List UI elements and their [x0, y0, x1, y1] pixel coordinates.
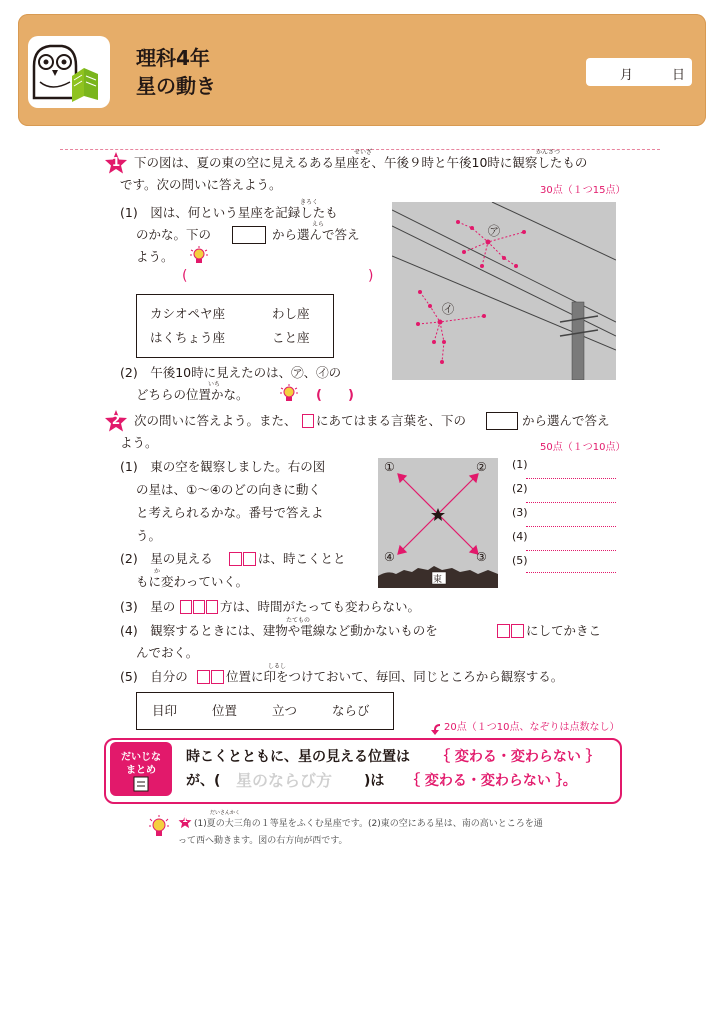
word-tatsu: 立つ: [272, 703, 298, 718]
choice-koto: こと座: [272, 330, 310, 345]
q2-sub1-line3: と考えられるかな。番号で答えよ: [136, 505, 324, 520]
q2-sub1-line1: (1) 東の空を観察しました。右の図: [120, 459, 326, 474]
answer-label-4: (4): [512, 530, 528, 543]
owl-reading-book-icon: [28, 36, 110, 108]
answer-line-4[interactable]: [526, 550, 616, 551]
subject-title: 理科4年: [136, 46, 210, 70]
answer-label-2: (2): [512, 482, 528, 495]
q2-sub2-line1b: は、時こくとと: [258, 551, 346, 566]
q1-sub1-line3: よう。: [136, 249, 174, 264]
q2-sub4-line2: んでおく。: [136, 645, 199, 660]
answer-label-5: (5): [512, 554, 528, 567]
blank-square: [180, 600, 192, 614]
q1-text-line2: です。次の問いに答えよう。: [120, 177, 282, 192]
word-narabi: ならび: [332, 703, 370, 718]
q2-sub5-a: (5) 自分の: [120, 669, 188, 684]
q2-text-line1a: 次の問いに答えよう。また、: [134, 413, 297, 428]
summary-line1a: 時こくとともに、星の見える位置は: [186, 749, 410, 765]
choice-hakucho: はくちょう座: [150, 330, 226, 345]
word-ichi: 位置: [212, 703, 238, 718]
fig-num-1: ①: [384, 460, 395, 474]
q2-sub4-line1b: にしてかきこ: [526, 623, 602, 638]
hint-bulb-icon: [148, 814, 170, 840]
hint-bulb-icon: [190, 246, 208, 266]
summary-badge: [110, 742, 172, 796]
fig-num-4: ④: [384, 550, 395, 564]
q1-1-paren-open: (: [182, 268, 188, 284]
question-2-badge: [104, 409, 128, 433]
blank-square: [193, 600, 205, 614]
hint-line1: (1)夏の大三角の１等星をふくむ星座です。(2)東の空にある星は、南の高いところを通: [194, 819, 543, 829]
q1-sub1-line1: (1) 図は、何という星座を記録したも: [120, 205, 338, 220]
direction-diagram: [378, 458, 498, 588]
q1-sub2-line2: どちらの位置かな。: [136, 387, 249, 402]
hint-bulb-icon: [280, 384, 298, 404]
summary-trace-text[interactable]: 星のならび方: [236, 771, 333, 790]
blank-square: [211, 670, 224, 684]
fig-east-label: 東: [433, 575, 443, 585]
summary-line2b: )は: [364, 773, 385, 789]
question-2-number: 2: [111, 413, 121, 427]
hint-badge: [178, 814, 192, 828]
fig-num-3: ③: [476, 550, 487, 564]
q2-sub1-line4: う。: [136, 528, 162, 543]
question-1-badge: [104, 151, 128, 175]
hint-number: 1: [182, 815, 188, 824]
blank-square: [243, 552, 256, 566]
q1-1-answer-field[interactable]: [200, 272, 360, 288]
word-mejirushi: 目印: [152, 703, 178, 718]
q2-text-line1c: から選んで答え: [522, 413, 610, 428]
badge-line2: まとめ: [126, 765, 156, 776]
q2-sub2-line2: もに変わっていく。: [136, 574, 249, 589]
choice-box-marker: [232, 226, 266, 244]
q1-1-paren-close: ): [368, 268, 374, 284]
notebook-icon: [132, 775, 150, 793]
answer-line-5[interactable]: [526, 572, 616, 573]
fig-num-2: ②: [476, 460, 487, 474]
ruby-ichi: いち: [208, 381, 221, 388]
answer-line-2[interactable]: [526, 502, 616, 503]
label-a: ㋐: [488, 224, 501, 238]
ruby-daisankaku: だいさんかく: [210, 810, 241, 816]
answer-label-1: (1): [512, 458, 528, 471]
q2-text-line2: よう。: [120, 435, 158, 450]
date-day-label: 日: [672, 68, 686, 83]
answer-line-1[interactable]: [526, 478, 616, 479]
date-month-label: 月: [620, 68, 634, 83]
blank-square: [229, 552, 242, 566]
summary-choice-1[interactable]: ｛ 変わる・変わらない ｝: [436, 749, 600, 765]
arrow-down-icon: [430, 722, 442, 736]
q1-points: 30点（１つ15点）: [540, 185, 626, 196]
choice-cassiopeia: カシオペヤ座: [150, 306, 226, 321]
answer-label-3: (3): [512, 506, 528, 519]
badge-line1: だいじな: [121, 752, 161, 763]
q1-sub1-line2b: から選んで答え: [272, 227, 360, 242]
logo-box: [28, 36, 110, 108]
ruby-seiza: せいざ: [354, 149, 373, 156]
summary-points: 20点（１つ10点、なぞりは点数なし）: [444, 722, 620, 733]
summary-line2a: が、(: [186, 773, 221, 789]
q1-sub2-line1: (2) 午後10時に見えたのは、㋐、㋑の: [120, 365, 342, 380]
ruby-erabu: えら: [312, 221, 325, 228]
question-1-number: 1: [111, 155, 121, 169]
summary-choice-2[interactable]: ｛ 変わる・変わらない ｝。: [406, 773, 577, 789]
hint-line2: って西へ動きます。図の右方向が西です。: [178, 836, 348, 846]
blank-square: [511, 624, 524, 638]
ruby-shirushi: しるし: [268, 663, 287, 670]
constellation-figure: [392, 202, 616, 380]
label-i: ㋑: [442, 302, 455, 316]
blank-square: [206, 600, 218, 614]
answer-line-3[interactable]: [526, 526, 616, 527]
q1-sub1-line2a: のかな。下の: [136, 227, 212, 242]
q2-sub5-b: 位置に印をつけておいて、毎回、同じところから観察する。: [226, 669, 564, 684]
unit-title: 星の動き: [136, 74, 216, 98]
ruby-kansatsu: かんさつ: [536, 149, 561, 156]
q2-sub1-line2: の星は、①～④のどの向きに動く: [136, 482, 321, 497]
q2-text-line1b: にあてはまる言葉を、下の: [316, 413, 467, 428]
choice-washi: わし座: [272, 306, 310, 321]
sky-diagram: [392, 202, 616, 380]
ruby-kawaru: か: [154, 568, 161, 575]
q2-sub2-line1a: (2) 星の見える: [120, 551, 213, 566]
q2-sub3-b: 方は、時間がたっても変わらない。: [220, 599, 421, 614]
blank-square-marker: [302, 414, 314, 428]
ruby-tatemono: たてもの: [286, 617, 311, 624]
q1-2-answer-paren[interactable]: ( ): [316, 388, 354, 403]
choice-box-marker: [486, 412, 518, 430]
star-direction-figure: [378, 458, 498, 588]
q2-sub3-a: (3) 星の: [120, 599, 176, 614]
blank-square: [497, 624, 510, 638]
q2-sub4-line1a: (4) 観察するときには、建物や電線など動かないものを: [120, 623, 438, 638]
blank-square: [197, 670, 210, 684]
q2-points: 50点（１つ10点）: [540, 442, 626, 453]
ruby-kiroku: きろく: [300, 199, 319, 206]
q1-text-line1: 下の図は、夏の東の空に見えるある星座を、午後９時と午後10時に観察したもの: [134, 155, 588, 170]
